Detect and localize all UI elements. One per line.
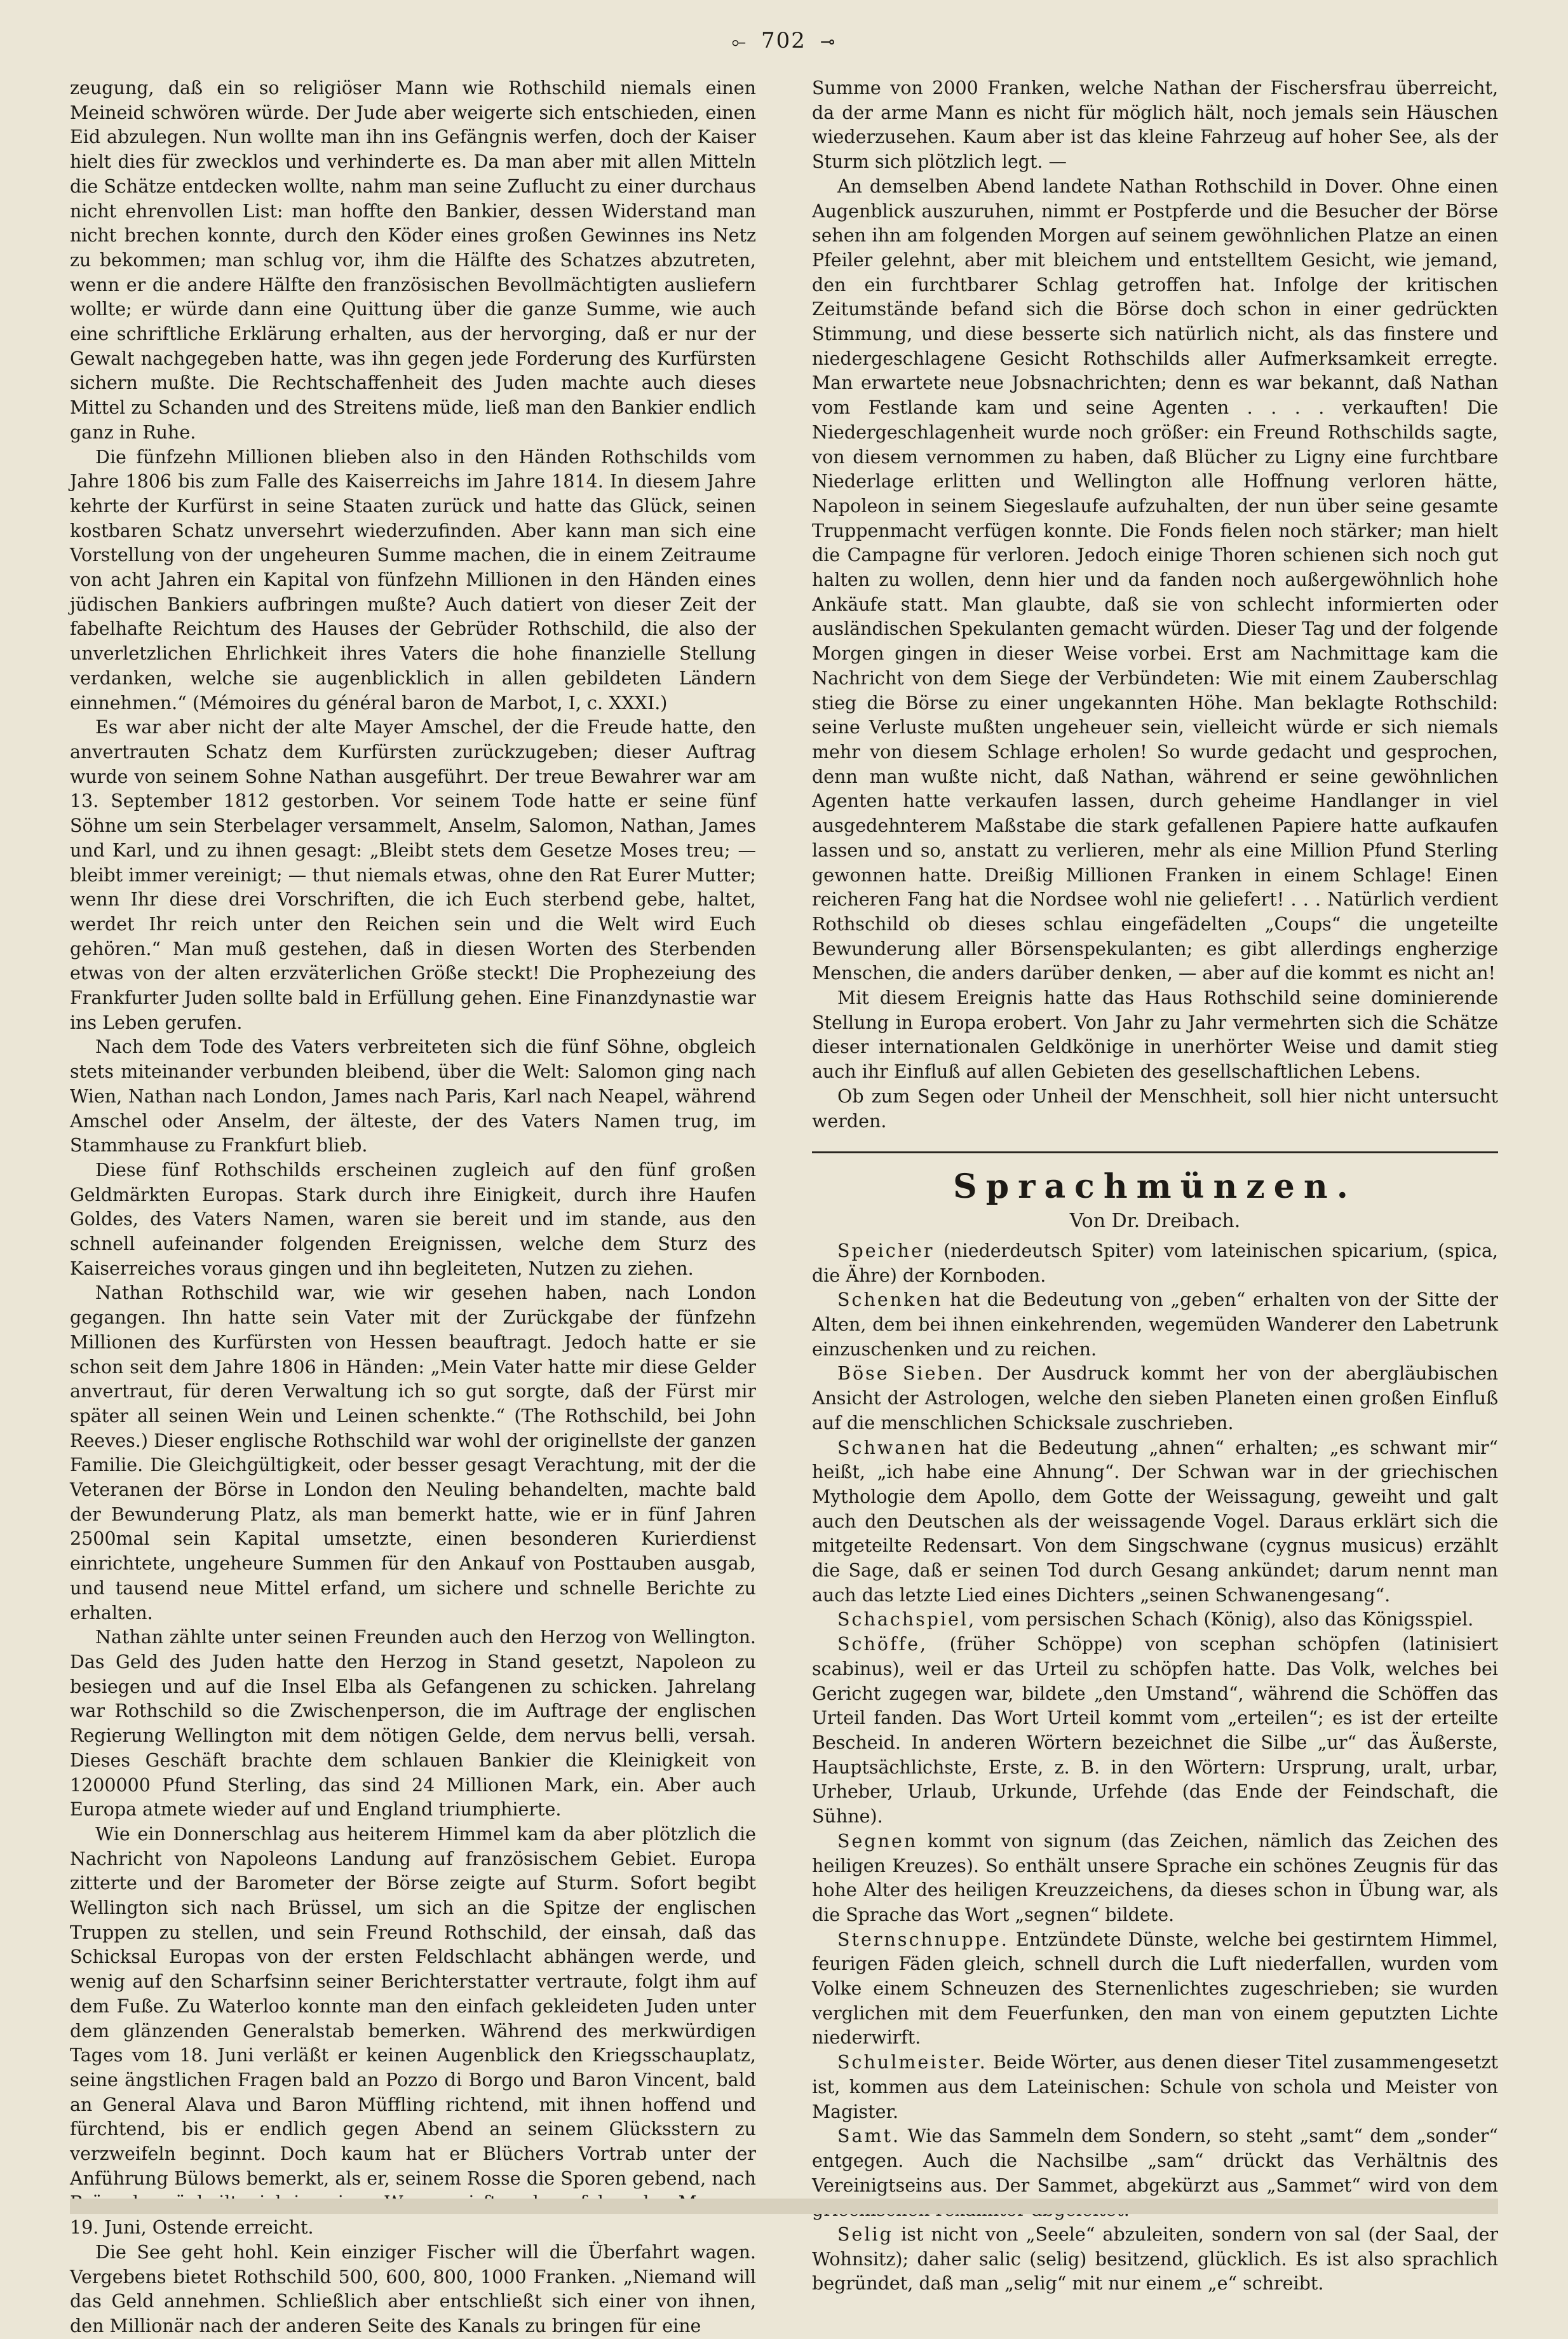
glossary-term: Schulmeister. (837, 2052, 987, 2073)
page-number (0, 28, 1568, 53)
paragraph: Nach dem Tode des Vaters verbreiteten sich die fünf Söhne, obgleich stets miteinander verbunden bleibend, über die Welt: Salomon ging nach Wien, Nathan nach London, James nach Paris, Karl nach Neapel, während Amschel oder Anselm, der älteste, der des Vaters Namen trug, im Stammhause zu Frankfurt blieb. (70, 1036, 756, 1156)
glossary-term: Sternschnuppe. (837, 1929, 1009, 1950)
glossary-term: Böse Sieben. (837, 1363, 985, 1385)
paragraph: Mit diesem Ereignis hatte das Haus Rothschild seine dominierende Stellung in Europa erobert. Von Jahr zu Jahr vermehrten sich die Schätze dieser internationalen Geldkönige in unerhörter Weise und damit stieg auch ihr Einfluß auf allen Gebieten des gesellschaftlichen Lebens. (812, 987, 1498, 1083)
glossary-text: (früher Schöppe) von scephan schöpfen (latinisiert scabinus), weil er das Urteil zu schöpfen hatte. Das Volk, welches bei Gericht zugegen war, bildete „den Umstand“, während die Schöffen das Urteil fanden. Das Wort Urteil kommt vom „erteilen“; es ist der erteilte Bescheid. In anderen Wörtern bezeichnet die Silbe „ur“ das Äußerste, Hauptsächlichste, Erste, z. B. in den Wörtern: Ursprung, uralt, urbar, Urheber, Urlaub, Urkunde, Urfehde (das Ende der Feindschaft, die Sühne). (812, 1634, 1498, 1827)
glossary-entry (812, 2223, 1498, 2296)
right-column (812, 76, 1498, 2339)
glossary-text: vom persischen Schach (König), also das Königsspiel. (976, 1609, 1474, 1631)
glossary-entry (812, 1829, 1498, 1928)
paragraph: Nathan zählte unter seinen Freunden auch den Herzog von Wellington. Das Geld des Juden hatte den Herzog in Stand gesetzt, Napoleon zu besiegen und auf die Insel Elba als Gefangenen zu schicken. Jahrelang war Rothschild so die Zwischenperson, die im Auftrage der englischen Regierung Wellington mit dem nötigen Gelde, dem nervus belli, versah. Dieses Geschäft brachte dem schlauen Bankier die Kleinigkeit von 1200000 Pfund Sterling, das sind 24 Millionen Mark, ein. Aber auch Europa atmete wieder auf und England triumphierte. (70, 1627, 756, 1820)
glossary-term: Schwanen (837, 1437, 947, 1458)
glossary-entries (812, 1239, 1498, 2296)
blurred-footer-strip (70, 2199, 1498, 2214)
glossary-entry (812, 1608, 1498, 1632)
glossary-text: (niederdeutsch Spiter) vom lateinischen spicarium, (spica, die Ähre) der Kornboden. (812, 1240, 1498, 1286)
glossary-entry (812, 1239, 1498, 1288)
paragraph: Ob zum Segen oder Unheil der Menschheit, soll hier nicht untersucht werden. (812, 1085, 1498, 1132)
glossary-term: Schöffe, (837, 1634, 928, 1655)
paragraph: Nathan Rothschild war, wie wir gesehen haben, nach London gegangen. Ihn hatte sein Vater mit der Zurückgabe der fünfzehn Millionen des Kurfürsten von Hessen beauftragt. Jedoch hatte er sie schon seit dem Jahre 1806 in Händen: „Mein Vater hatte mir diese Gelder anvertraut, für deren Verwaltung ich so gut sorgte, daß der Fürst mir später all seinen Wein und Leinen schenkte.“ (The Rothschild, bei John Reeves.) Dieser englische Rothschild war wohl der originellste der ganzen Familie. Die Gleichgültigkeit, oder besser gesagt Verachtung, mit der die Veteranen der Börse in London den Neuling behandelten, machte bald der Bewunderung Platz, als man bemerkt hatte, wie er in fünf Jahren 2500mal sein Kapital umsetzte, einen besonderen Kurierdienst einrichtete, ungeheure Summen für den Ankauf von Posttauben ausgab, und tausend neue Mittel erfand, um sichere und schnelle Berichte zu erhalten. (70, 1282, 756, 1624)
paragraph: Summe von 2000 Franken, welche Nathan der Fischersfrau überreicht, da der arme Mann es nicht für möglich hält, noch jemals sein Häuschen wiederzusehen. Kaum aber ist das kleine Fahrzeug auf hoher See, als der Sturm sich plötzlich legt. — (812, 78, 1498, 173)
ornament-left-icon: ⟜ (731, 31, 748, 52)
article-title: Sprachmünzen. (953, 1167, 1357, 1207)
glossary-text: kommt von signum (das Zeichen, nämlich das Zeichen des heiligen Kreuzes). So enthält unsere Sprache ein schönes Zeugnis für das hohe Alter des heiligen Kreuzzeichens, da dieses schon in Übung war, als die Sprache das Wort „segnen“ bildete. (812, 1830, 1498, 1925)
glossary-term: Selig (837, 2224, 893, 2246)
glossary-entry (812, 1928, 1498, 2051)
glossary-term: Samt. (837, 2125, 901, 2147)
glossary-text: Der Ausdruck kommt her von der abergläubischen Ansicht der Astrologen, welche den sieben Planeten einen großen Einfluß auf die menschlichen Schicksale zuschrieben. (812, 1363, 1498, 1434)
glossary-text: hat die Bedeutung von „geben“ erhalten von der Sitte der Alten, dem bei ihnen einkehrenden, wegemüden Wanderer den Labetrunk einzuschenken und zu reichen. (812, 1289, 1498, 1360)
section-divider (812, 1151, 1498, 1153)
glossary-text: Wie das Sammeln dem Sondern, so steht „samt“ dem „sonder“ entgegen. Auch die Nachsilbe „sam“ drückt das Verhältnis des Vereinigtseins aus. Der Sammet, abgekürzt aus „Sammet“ wird von dem (812, 2125, 1498, 2196)
ornament-right-icon: ⊸ (820, 31, 837, 52)
glossary-term: Schenken (837, 1289, 943, 1311)
glossary-term: Schachspiel, (837, 1609, 977, 1631)
glossary-term: Segnen (837, 1830, 918, 1852)
glossary-text: ist nicht von „Seele“ abzuleiten, sondern von sal (der Saal, der Wohnsitz); daher salic (selig) besitzend, glücklich. Es ist also sprachlich begründet, daß man „selig“ mit nur einem „e“ schreibt. (812, 2224, 1498, 2295)
glossary-text: Beide Wörter, aus denen dieser Titel zusammengesetzt ist, kommen aus dem Lateinischen: Schule von schola und Meister von Magister. (812, 2052, 1498, 2122)
paragraph: zeugung, daß ein so religiöser Mann wie Rothschild niemals einen Meineid schwören würde. Der Jude aber weigerte sich entschieden, einen Eid abzulegen. Nun wollte man ihn ins Gefängnis werfen, doch der Kaiser hielt dies für zwecklos und verhinderte es. Da man aber mit allen Mitteln die Schätze entdecken wollte, nahm man seine Zuflucht zu einer durchaus nicht ehrenvollen List: man hoffte den Bankier, dessen Widerstand man nicht brechen konnte, durch den Köder eines großen Gewinnes ins Netz zu bekommen; man schlug vor, ihm die Hälfte des Schatzes abzutreten, wenn er die andere Hälfte den französischen Bevollmächtigten ausliefern wollte; er würde dann eine Quittung über die ganze Summe, wie auch eine schriftliche Erklärung erhalten, aus der hervorging, daß er nur der Gewalt nachgegeben hatte, was ihn gegen jede Forderung des Kurfürsten sichern mußte. Die Rechtschaffenheit des Juden machte auch dieses Mittel zu Schanden und des Streitens müde, ließ man den Bankier endlich ganz in Ruhe. (70, 78, 756, 443)
glossary-term: Speicher (837, 1240, 935, 1261)
paragraph: Die See geht hohl. Kein einziger Fischer will die Überfahrt wagen. Vergebens bietet Rothschild 500, 600, 800, 1000 Franken. „Niemand will das Geld annehmen. Schließlich aber entschließt sich einer von ihnen, den Millionär nach der anderen Seite des Kanals zu bringen für eine (70, 2241, 756, 2336)
left-column (70, 76, 756, 2339)
paragraph: Die fünfzehn Millionen blieben also in den Händen Rothschilds vom Jahre 1806 bis zum Falle des Kaiserreichs im Jahre 1814. In diesem Jahre kehrte der Kurfürst in seine Staaten zurück und hatte das Glück, seinen kostbaren Schatz unversehrt wiederzufinden. Aber kann man sich eine Vorstellung von der ungeheuren Summe machen, die in einem Zeitraume von acht Jahren ein Kapital von fünfzehn Millionen in den Händen eines jüdischen Bankiers aufbringen mußte? Auch datiert von dieser Zeit der fabelhafte Reichtum des Hauses der Gebrüder Rothschild, die also der unverletzlichen Ehrlichkeit ihres Vaters die hohe finanzielle Stellung verdanken, welche sie augenblicklich in allen gebildeten Ländern einnehmen.“ (Mémoires du général baron de Marbot, I, c. XXXI.) (70, 446, 756, 714)
text-columns (70, 76, 1498, 2339)
glossary-text: Entzündete Dünste, welche bei gestirntem Himmel, feurigen Fäden gleich, schnell durch die Luft niederfallen, wurden vom Volke einem Schneuzen des Sternenlichtes zugeschrieben; sie wurden verglichen mit dem Feuerfunken, den man von einem geputzten Lichte niederwirft. (812, 1929, 1498, 2049)
paragraph: Diese fünf Rothschilds erscheinen zugleich auf den fünf großen Geldmärkten Europas. Stark durch ihre Einigkeit, durch ihre Haufen Goldes, des Vaters Namen, waren sie bereit und im stande, aus den schnell aufeinander folgenden Ereignissen, welche dem Sturz des Kaiserreiches voraus gingen und ihn begleiteten, Nutzen zu ziehen. (70, 1159, 756, 1279)
glossary-entry (812, 1362, 1498, 1435)
glossary-entry (812, 1632, 1498, 1829)
article-byline: Von Dr. Dreibach. (1069, 1210, 1241, 1233)
glossary-entry (812, 1436, 1498, 1608)
page-number-text: 702 (761, 28, 806, 53)
glossary-entry (812, 1288, 1498, 1362)
paragraph: Es war aber nicht der alte Mayer Amschel, der die Freude hatte, den anvertrauten Schatz dem Kurfürsten zurückzugeben; dieser Auftrag wurde von seinem Sohne Nathan ausgeführt. Der treue Bewahrer war am 13. September 1812 gestorben. Vor seinem Tode hatte er seine fünf Söhne um sein Sterbelager versammelt, Anselm, Salomon, Nathan, James und Karl, und zu ihnen gesagt: „Bleibt stets dem Gesetze Moses treu; — bleibt immer vereinigt; — thut niemals etwas, ohne den Rat Eurer Mutter; wenn Ihr diese drei Vorschriften, die ich Euch sterbend gebe, haltet, werdet Ihr reich unter den Reichen sein und die Welt wird Euch gehören.“ Man muß gestehen, daß in diesen Worten des Sterbenden etwas von der alten erzväterlichen Größe steckt! Die Prophezeiung des Frankfurter Juden sollte bald in Erfüllung gehen. Eine Finanzdynastie war ins Leben gerufen. (70, 717, 756, 1033)
paragraph: An demselben Abend landete Nathan Rothschild in Dover. Ohne einen Augenblick auszuruhen, nimmt er Postpferde und die Besucher der Börse sehen ihn am folgenden Morgen auf seinem gewöhnlichen Platze an einen Pfeiler gelehnt, aber mit bleichem und entstelltem Gesicht, wie jemand, den ein furchtbarer Schlag getroffen hat. Infolge der kritischen Zeitumstände befand sich die Börse doch schon in einer gedrückten Stimmung, und diese besserte sich natürlich nicht, als das finstere und niedergeschlagene Gesicht Rothschilds aller Aufmerksamkeit erregte. Man erwartete neue Jobsnachrichten; denn es war bekannt, daß Nathan vom Festlande kam und seine Agenten . . . . verkauften! Die Niedergeschlagenheit wurde noch größer: ein Freund Rothschilds sagte, von diesem vernommen zu haben, daß Blücher zu Ligny eine furchtbare Niederlage erlitten und Wellington alle Hoffnung verloren hätte, Napoleon in seinem Siegeslaufe aufzuhalten, der nun über seine gesamte Truppenmacht verfügen konnte. Die Fonds fielen noch stärker; man hielt die Campagne für verloren. Jedoch einige Thoren schienen sich noch gut halten zu wollen, denn hier und da fanden noch außergewöhnlich hohe Ankäufe statt. Man glaubte, daß sie von schlecht informierten oder ausländischen Spekulanten gemacht würden. Dieser Tag und der folgende Morgen gingen in dieser Weise vorbei. Erst am Nachmittage kam die Nachricht von dem Siege der Verbündeten: Wie mit einem Zauberschlag stieg die Börse zu einer ungekannten Höhe. Man beklagte Rothschild: seine Verluste mußten ungeheuer sein, vielleicht würde er sich niemals mehr von diesem Schlage erholen! So wurde gedacht und gesprochen, denn man wußte nicht, daß Nathan, während er seine gewöhnlichen Agenten hatte verkaufen lassen, durch geheime Handlanger in viel ausgedehnterem Maßstabe die stark gefallenen Papiere hatte aufkaufen lassen und so, anstatt zu verlieren, mehr als eine Million Pfund Sterling gewonnen hatte. Dreißig Millionen Franken in einem Schlage! Einen reicheren Fang hat die Nordsee wohl nie geliefert! . . . Natürlich verdient Rothschild ob dieses schlau eingefädelten „Coups“ die ungeteilte Bewunderung aller Börsenspekulanten; es gibt allerdings engherzige Menschen, die anders darüber denken, — aber auf die kommt es nicht an! (812, 175, 1498, 984)
paragraph: Wie ein Donnerschlag aus heiterem Himmel kam da aber plötzlich die Nachricht von Napoleons Landung auf französischem Gebiet. Europa zitterte und der Barometer der Börse zeigte auf Sturm. Sofort begibt Wellington sich nach Brüssel, um sich an die Spitze der englischen Truppen zu stellen, und sein Freund Rothschild, der einsah, daß das Schicksal Europas von der ersten Feldschlacht abhängen werde, und wenig auf den Scharfsinn seiner Berichterstatter vertraute, folgt ihm auf dem Fuße. Zu Waterloo konnte man den einfach gekleideten Juden unter dem glänzenden Generalstab bemerken. Während des merkwürdigen Tages vom 18. Juni verläßt er keinen Augenblick den Kriegsschauplatz, seine ängstlichen Fragen bald an Pozzo di Borgo und Baron Vincent, bald an General Alava und Baron Müffling richtend, mit ihnen hoffend und fürchtend, bis er endlich gegen Abend an seinem Glücksstern zu verzweifeln beginnt. Doch kaum hat er Blüchers Vortrab unter der Anführung Bülows bemerkt, als er, seinem Rosse die Sporen gebend, nach 19. Juni, Ostende erreicht. (70, 1823, 756, 2239)
glossary-entry (812, 2051, 1498, 2124)
glossary-text: hat die Bedeutung „ahnen“ erhalten; „es schwant mir“ heißt, „ich habe eine Ahnung“. Der Schwan war in der griechischen Mythologie dem Apollo, dem Gotte der Weissagung, geweiht und galt auch den Deutschen als der weissagende Vogel. Daraus erklärt sich die mitgeteilte Redensart. Von dem Singschwane (cygnus musicus) erzählt die Sage, daß er seinen Tod durch Gesang ankündet; darum nennt man auch das letzte Lied eines Dichters „seinen Schwanengesang“. (812, 1437, 1498, 1606)
